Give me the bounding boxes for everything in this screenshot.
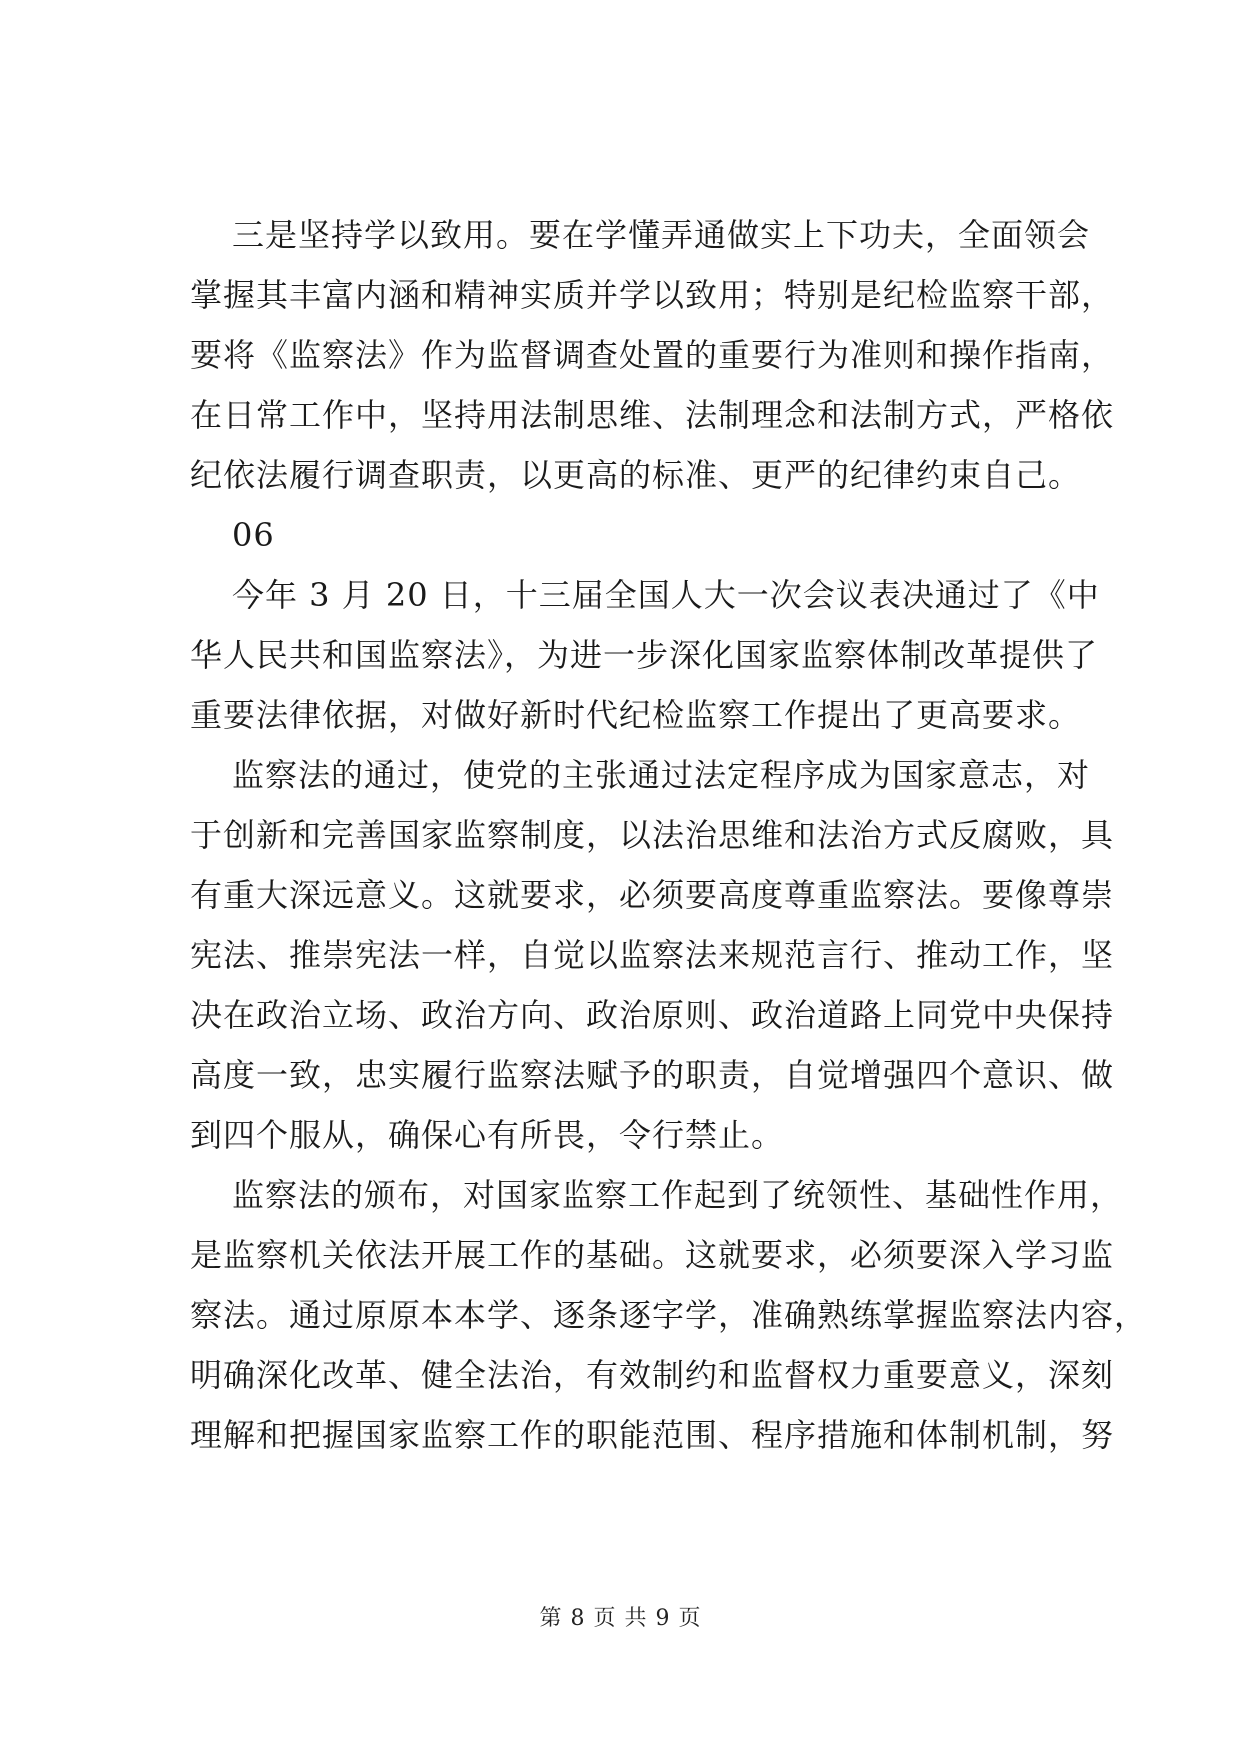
paragraph-line: 察法。通过原原本本学、逐条逐字学，准确熟练掌握监察法内容， xyxy=(190,1296,1148,1334)
paragraph-line: 今年 3 月 20 日，十三届全国人大一次会议表决通过了《中 xyxy=(232,576,1100,614)
paragraph-line: 纪依法履行调查职责，以更高的标准、更严的纪律约束自己。 xyxy=(190,456,1082,494)
paragraph-line: 要将《监察法》作为监督调查处置的重要行为准则和操作指南， xyxy=(190,336,1115,374)
paragraph-line: 决在政治立场、政治方向、政治原则、政治道路上同党中央保持 xyxy=(190,996,1115,1034)
paragraph-line: 华人民共和国监察法》，为进一步深化国家监察体制改革提供了 xyxy=(190,636,1099,674)
page-footer: 第 8 页 共 9 页 xyxy=(539,1606,702,1631)
paragraph-line: 有重大深远意义。这就要求，必须要高度尊重监察法。要像尊崇 xyxy=(190,876,1115,914)
paragraph-line: 监察法的颁布，对国家监察工作起到了统领性、基础性作用， xyxy=(232,1176,1124,1214)
paragraph-line: 是监察机关依法开展工作的基础。这就要求，必须要深入学习监 xyxy=(190,1236,1115,1274)
paragraph-line: 理解和把握国家监察工作的职能范围、程序措施和体制机制，努 xyxy=(190,1416,1115,1454)
paragraph-line: 宪法、推崇宪法一样，自觉以监察法来规范言行、推动工作，坚 xyxy=(190,936,1115,974)
paragraph-line: 明确深化改革、健全法治，有效制约和监督权力重要意义，深刻 xyxy=(190,1356,1115,1394)
paragraph-line: 重要法律依据，对做好新时代纪检监察工作提出了更高要求。 xyxy=(190,696,1082,734)
paragraph-line: 监察法的通过，使党的主张通过法定程序成为国家意志，对 xyxy=(232,756,1091,794)
paragraph-line: 到四个服从，确保心有所畏，令行禁止。 xyxy=(190,1116,785,1154)
paragraph-line: 三是坚持学以致用。要在学懂弄通做实上下功夫，全面领会 xyxy=(232,216,1091,254)
paragraph-line: 掌握其丰富内涵和精神实质并学以致用；特别是纪检监察干部， xyxy=(190,276,1115,314)
paragraph-line: 高度一致，忠实履行监察法赋予的职责，自觉增强四个意识、做 xyxy=(190,1056,1115,1094)
paragraph-line: 在日常工作中，坚持用法制思维、法制理念和法制方式，严格依 xyxy=(190,396,1115,434)
section-number: 06 xyxy=(232,516,275,554)
paragraph-line: 于创新和完善国家监察制度，以法治思维和法治方式反腐败，具 xyxy=(190,816,1115,854)
